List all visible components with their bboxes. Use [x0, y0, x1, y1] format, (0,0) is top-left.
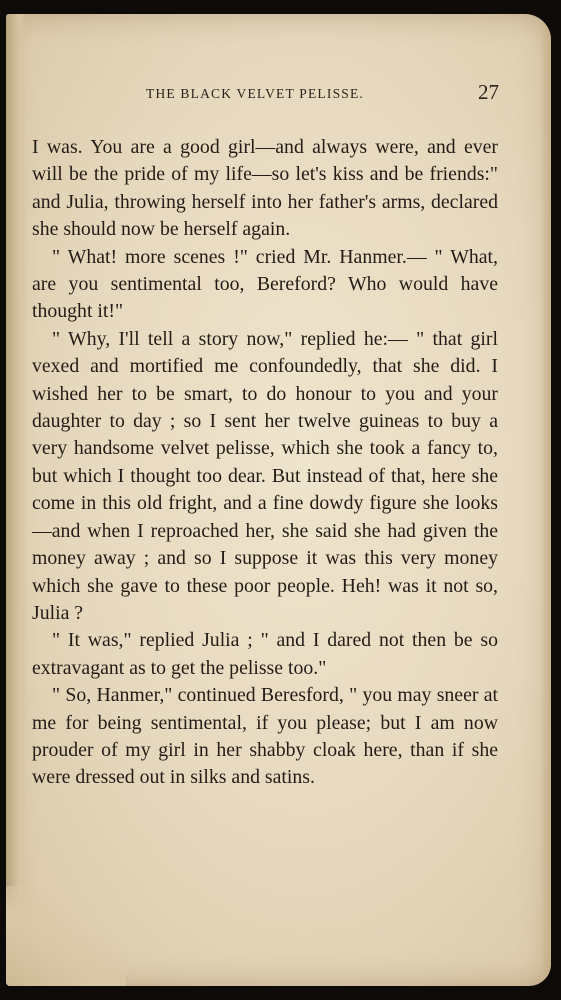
body-text — [32, 134, 498, 792]
page-edge — [541, 14, 551, 986]
paragraph: " So, Hanmer," continued Beresford, " you may sneer at me for being sentimental, if you please; but I am now prouder of my girl in her shabby cloak here, than if she were dressed out in silks and satins. — [32, 684, 498, 789]
running-head: THE BLACK VELVET PELISSE. — [146, 86, 365, 101]
page-corner-fold — [6, 886, 126, 986]
paragraph: " It was," replied Julia ; " and I dared not then be so extravagant as to get the pelisse too." — [32, 629, 498, 679]
page-number: 27 — [478, 80, 499, 104]
page-header — [6, 80, 551, 110]
paragraph: " Why, I'll tell a story now," replied he:— " that girl vexed and mortified me confoundedly, that she did. I wished her to be smart, to do honour to you and your daughter to day ; so I sent her twelve guineas to buy a very handsome velvet pelisse, which she took a fancy to, but which I thought too dear. But instead of that, here she come in this old fright, and a fine dowdy figure she looks—and when I reproached her, she said she had given the money away ; and so I suppose it was this very money which she gave to these poor people. Heh! was it not so, Julia ? — [32, 327, 498, 624]
paragraph: I was. You are a good girl—and always were, and ever will be the pride of my life—so let's kiss and be friends:" and Julia, throwing herself into her father's arms, declared she should now be herself again. — [32, 136, 498, 241]
page-gutter — [6, 14, 28, 986]
paragraph: " What! more scenes !" cried Mr. Hanmer.— " What, are you sentimental too, Bereford? Who would have thought it!" — [32, 245, 498, 323]
book-page — [6, 14, 551, 986]
